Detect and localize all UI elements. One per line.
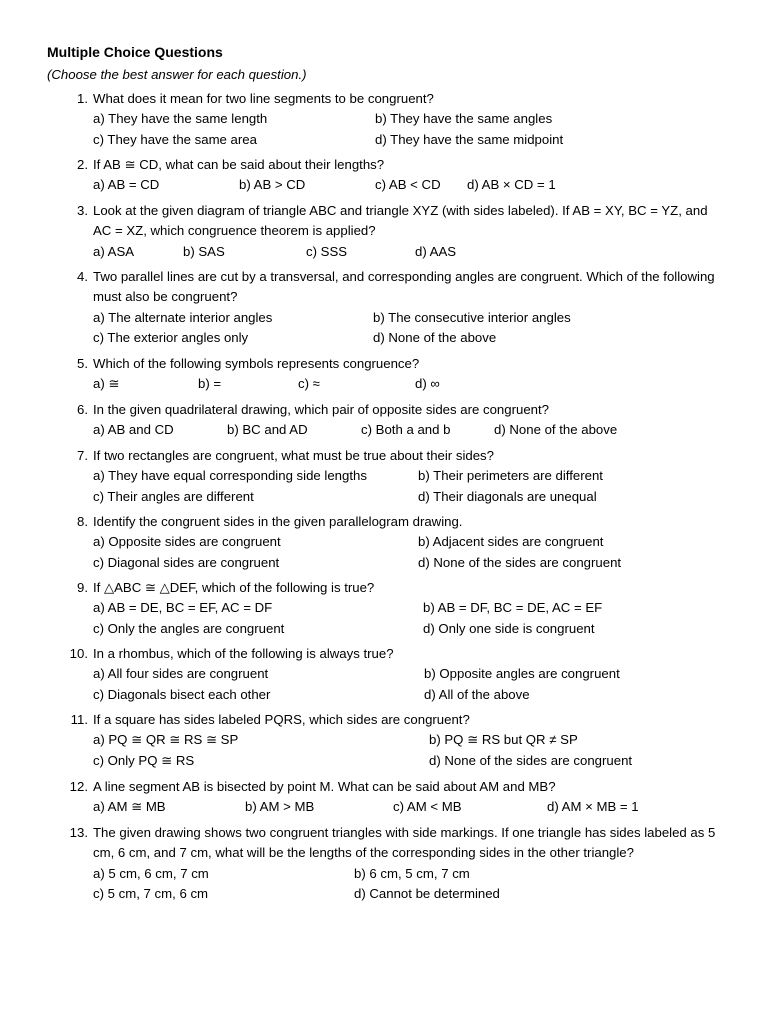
answer-option: a) AB = CD xyxy=(93,177,160,193)
question-text: A line segment AB is bisected by point M. What can be said about AM and MB? xyxy=(93,779,556,794)
answer-option: d) None of the sides are congruent xyxy=(429,753,633,768)
question-number: 12. xyxy=(69,779,88,794)
answer-option: a) AB and CD xyxy=(93,422,174,438)
answer-option: d) None of the above xyxy=(494,422,618,438)
answer-option: c) Diagonals bisect each other xyxy=(93,687,271,702)
answer-option: b) They have the same angles xyxy=(375,111,553,127)
question-number: 9. xyxy=(77,580,88,595)
option-row xyxy=(93,730,716,751)
answer-option: d) Only one side is congruent xyxy=(423,621,595,636)
option-row xyxy=(93,130,716,151)
answer-option: b) AM > MB xyxy=(245,799,315,815)
question-text: The given drawing shows two congruent triangles with side markings. If one triangle has sides labeled as 5 cm, 6 cm, and 7 cm, what will be the lengths of the corresponding sides in the other triangle? xyxy=(93,825,716,861)
question-5 xyxy=(66,354,716,395)
question-4 xyxy=(66,267,716,349)
answer-option: c) Only the angles are congruent xyxy=(93,621,285,636)
answer-option: b) AB > CD xyxy=(239,177,306,193)
question-6 xyxy=(66,400,716,441)
question-number: 10. xyxy=(69,646,88,661)
answer-option: a) ASA xyxy=(93,243,135,259)
question-number: 5. xyxy=(77,356,88,371)
option-row xyxy=(93,466,716,487)
answer-option: b) The consecutive interior angles xyxy=(373,309,571,325)
answer-option: d) None of the sides are congruent xyxy=(418,555,622,570)
answer-option: d) AM × MB = 1 xyxy=(547,799,639,815)
answer-option: c) Both a and b xyxy=(361,422,451,438)
question-text: If AB ≅ CD, what can be said about their lengths? xyxy=(93,157,385,172)
question-text: In the given quadrilateral drawing, which pair of opposite sides are congruent? xyxy=(93,402,549,417)
answer-option: a) The alternate interior angles xyxy=(93,309,273,325)
answer-option: a) All four sides are congruent xyxy=(93,666,269,682)
question-text: Two parallel lines are cut by a transversal, and corresponding angles are congruent. Which of the following must also be congruent? xyxy=(93,269,715,305)
option-row xyxy=(93,619,716,640)
question-2 xyxy=(66,155,716,196)
question-number: 1. xyxy=(77,91,88,106)
answer-option: c) Their angles are different xyxy=(93,489,254,504)
option-row xyxy=(93,751,716,772)
question-number: 3. xyxy=(77,203,88,218)
question-number: 7. xyxy=(77,448,88,463)
option-row xyxy=(93,175,716,196)
option-row xyxy=(93,884,716,905)
answer-option: b) 6 cm, 5 cm, 7 cm xyxy=(354,865,470,881)
question-text: Look at the given diagram of triangle ABC and triangle XYZ (with sides labeled). If AB = XY, BC = YZ, and AC = XZ, which congruence theorem is applied? xyxy=(93,203,708,239)
answer-option: b) Their perimeters are different xyxy=(418,468,603,484)
question-text: What does it mean for two line segments to be congruent? xyxy=(93,91,434,106)
option-row xyxy=(93,420,716,441)
option-row xyxy=(93,685,716,706)
question-text: If two rectangles are congruent, what must be true about their sides? xyxy=(93,448,494,463)
answer-option: c) They have the same area xyxy=(93,132,257,147)
question-number: 8. xyxy=(77,514,88,529)
question-1 xyxy=(66,89,716,151)
answer-option: c) 5 cm, 7 cm, 6 cm xyxy=(93,886,209,902)
question-text: If a square has sides labeled PQRS, which sides are congruent? xyxy=(93,712,470,727)
answer-option: a) ≅ xyxy=(93,376,120,392)
answer-option: d) ∞ xyxy=(415,376,440,392)
question-9 xyxy=(66,578,716,640)
answer-option: d) AAS xyxy=(415,243,457,259)
answer-option: b) Adjacent sides are congruent xyxy=(418,534,604,550)
question-text: If △ABC ≅ △DEF, which of the following is true? xyxy=(93,580,375,595)
answer-option: c) AB < CD xyxy=(375,177,441,193)
option-row xyxy=(93,374,716,395)
answer-option: c) The exterior angles only xyxy=(93,330,249,346)
option-row xyxy=(93,109,716,130)
question-number: 13. xyxy=(69,825,88,840)
question-3 xyxy=(66,201,716,262)
option-row xyxy=(93,487,716,508)
question-text: Which of the following symbols represents congruence? xyxy=(93,356,420,371)
answer-option: a) 5 cm, 6 cm, 7 cm xyxy=(93,865,209,881)
answer-option: b) Opposite angles are congruent xyxy=(424,666,620,682)
question-12 xyxy=(66,777,716,818)
question-8 xyxy=(66,512,716,574)
question-11 xyxy=(66,710,716,772)
answer-option: c) Diagonal sides are congruent xyxy=(93,555,280,570)
answer-option: d) Cannot be determined xyxy=(354,886,500,902)
answer-option: c) ≈ xyxy=(298,376,320,392)
answer-option: c) SSS xyxy=(306,243,348,259)
question-10 xyxy=(66,644,716,706)
option-row xyxy=(93,598,716,619)
question-number: 6. xyxy=(77,402,88,417)
answer-option: a) AB = DE, BC = EF, AC = DF xyxy=(93,600,273,616)
option-row xyxy=(93,797,716,818)
answer-option: a) They have equal corresponding side lengths xyxy=(93,468,367,484)
answer-option: b) SAS xyxy=(183,243,225,259)
answer-option: a) They have the same length xyxy=(93,111,268,127)
instructions: (Choose the best answer for each question.) xyxy=(47,67,307,82)
question-text: In a rhombus, which of the following is always true? xyxy=(93,646,394,661)
option-row xyxy=(93,308,716,329)
question-number: 11. xyxy=(70,712,88,727)
answer-option: d) Their diagonals are unequal xyxy=(418,489,597,504)
answer-option: b) = xyxy=(198,376,222,392)
answer-option: b) PQ ≅ RS but QR ≠ SP xyxy=(429,732,578,748)
option-row xyxy=(93,553,716,574)
answer-option: d) They have the same midpoint xyxy=(375,132,564,147)
answer-option: d) All of the above xyxy=(424,687,530,702)
answer-option: d) AB × CD = 1 xyxy=(467,177,556,193)
option-row xyxy=(93,242,716,263)
answer-option: a) AM ≅ MB xyxy=(93,799,166,815)
answer-option: a) PQ ≅ QR ≅ RS ≅ SP xyxy=(93,732,239,748)
answer-option: d) None of the above xyxy=(373,330,497,346)
option-row xyxy=(93,532,716,553)
question-13 xyxy=(66,823,716,905)
answer-option: b) BC and AD xyxy=(227,422,308,438)
answer-option: c) Only PQ ≅ RS xyxy=(93,753,195,768)
answer-option: b) AB = DF, BC = DE, AC = EF xyxy=(423,600,603,616)
option-row xyxy=(93,328,716,349)
page-title: Multiple Choice Questions xyxy=(47,44,223,60)
question-7 xyxy=(66,446,716,508)
question-number: 2. xyxy=(77,157,88,172)
question-text: Identify the congruent sides in the given parallelogram drawing. xyxy=(93,514,463,529)
option-row xyxy=(93,664,716,685)
answer-option: a) Opposite sides are congruent xyxy=(93,534,281,550)
answer-option: c) AM < MB xyxy=(393,799,462,815)
option-row xyxy=(93,864,716,885)
question-number: 4. xyxy=(77,269,88,284)
